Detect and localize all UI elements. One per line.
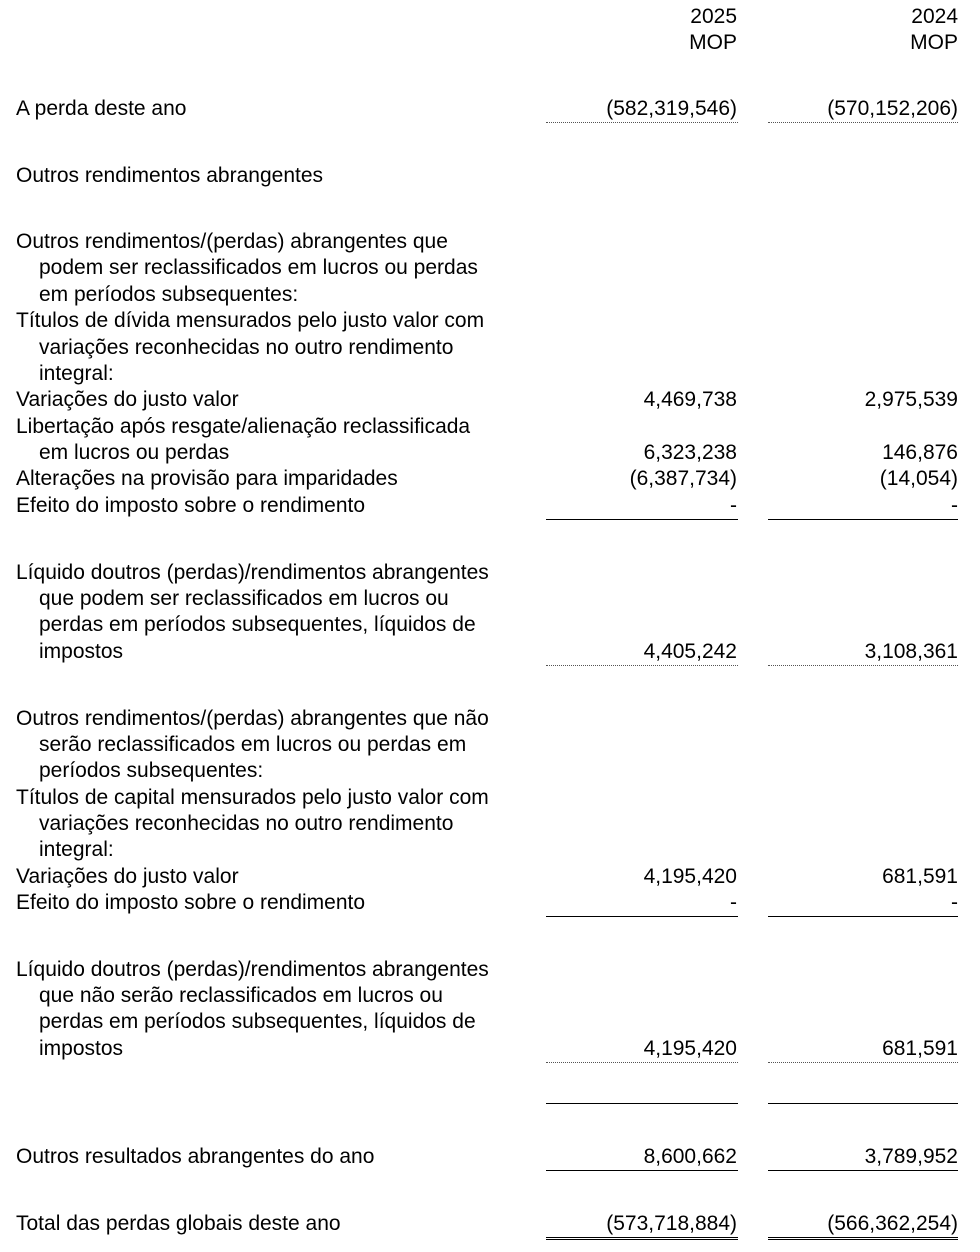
nonrecl-net-2025: 4,195,420 <box>643 1037 737 1060</box>
nonrecl-heading-l2: serão reclassificados em lucros ou perdas em <box>39 733 467 756</box>
recl-heading-l1: Outros rendimentos/(perdas) abrangentes que <box>16 230 448 253</box>
underline <box>768 1062 958 1063</box>
debt-fv-2025: 4,469,738 <box>643 388 737 411</box>
nonrecl-net-l2: que não serão reclassificados em lucros ou <box>39 984 443 1007</box>
debt-tax-2025: - <box>730 494 737 517</box>
underline <box>546 1170 738 1171</box>
double-underline <box>768 1237 958 1240</box>
debt-release-2024: 146,876 <box>882 441 958 464</box>
underline <box>768 665 958 666</box>
col-2024-unit: MOP <box>910 31 958 54</box>
separator-line <box>768 1103 958 1104</box>
oci-total-label: Outros resultados abrangentes do ano <box>16 1145 375 1168</box>
equity-tax-label: Efeito do imposto sobre o rendimento <box>16 891 366 914</box>
double-underline <box>546 1237 738 1240</box>
debt-heading-l1: Títulos de dívida mensurados pelo justo valor com <box>16 309 485 332</box>
debt-heading-l2: variações reconhecidas no outro rendimento <box>39 336 454 359</box>
debt-release-l1: Libertação após resgate/alienação reclassificada <box>16 415 471 438</box>
underline <box>768 1170 958 1171</box>
equity-heading-l1: Títulos de capital mensurados pelo justo valor com <box>16 786 489 809</box>
nonrecl-net-l4: impostos <box>39 1037 124 1060</box>
total-2025: (573,718,884) <box>606 1212 737 1235</box>
debt-impair-label: Alterações na provisão para imparidades <box>16 467 398 490</box>
recl-net-l1: Líquido doutros (perdas)/rendimentos abrangentes <box>16 561 489 584</box>
recl-net-l3: perdas em períodos subsequentes, líquidos de <box>39 613 476 636</box>
recl-net-2024: 3,108,361 <box>864 640 958 663</box>
recl-net-l4: impostos <box>39 640 124 663</box>
equity-heading-l2: variações reconhecidas no outro rendimento <box>39 812 454 835</box>
loss-label: A perda deste ano <box>16 97 187 120</box>
oci-total-2025: 8,600,662 <box>643 1145 737 1168</box>
debt-tax-2024: - <box>951 494 958 517</box>
nonrecl-heading-l1: Outros rendimentos/(perdas) abrangentes que não <box>16 707 489 730</box>
recl-net-2025: 4,405,242 <box>643 640 737 663</box>
nonrecl-heading-l3: períodos subsequentes: <box>39 759 264 782</box>
oci-heading: Outros rendimentos abrangentes <box>16 164 324 187</box>
recl-heading-l3: em períodos subsequentes: <box>39 283 299 306</box>
debt-tax-label: Efeito do imposto sobre o rendimento <box>16 494 366 517</box>
equity-fv-2024: 681,591 <box>882 865 958 888</box>
total-label: Total das perdas globais deste ano <box>16 1212 341 1235</box>
oci-total-2024: 3,789,952 <box>864 1145 958 1168</box>
total-2024: (566,362,254) <box>827 1212 958 1235</box>
loss-2025: (582,319,546) <box>606 97 737 120</box>
nonrecl-net-l3: perdas em períodos subsequentes, líquidos de <box>39 1010 476 1033</box>
underline <box>546 122 738 123</box>
debt-fv-2024: 2,975,539 <box>864 388 958 411</box>
debt-impair-2024: (14,054) <box>879 467 958 490</box>
debt-impair-2025: (6,387,734) <box>629 467 737 490</box>
debt-release-2025: 6,323,238 <box>643 441 737 464</box>
equity-fv-label: Variações do justo valor <box>16 865 239 888</box>
equity-fv-2025: 4,195,420 <box>643 865 737 888</box>
col-2025-year: 2025 <box>690 5 737 28</box>
underline <box>546 519 738 520</box>
debt-heading-l3: integral: <box>39 362 114 385</box>
col-2025-unit: MOP <box>689 31 737 54</box>
debt-fv-label: Variações do justo valor <box>16 388 239 411</box>
debt-release-l2: em lucros ou perdas <box>39 441 230 464</box>
separator-line <box>546 1103 738 1104</box>
underline <box>546 916 738 917</box>
recl-net-l2: que podem ser reclassificados em lucros ou <box>39 587 449 610</box>
underline <box>768 122 958 123</box>
underline <box>546 665 738 666</box>
equity-heading-l3: integral: <box>39 838 114 861</box>
equity-tax-2025: - <box>730 891 737 914</box>
nonrecl-net-2024: 681,591 <box>882 1037 958 1060</box>
underline <box>768 519 958 520</box>
equity-tax-2024: - <box>951 891 958 914</box>
underline <box>546 1062 738 1063</box>
recl-heading-l2: podem ser reclassificados em lucros ou perdas <box>39 256 478 279</box>
nonrecl-net-l1: Líquido doutros (perdas)/rendimentos abrangentes <box>16 958 489 981</box>
underline <box>768 916 958 917</box>
col-2024-year: 2024 <box>911 5 958 28</box>
loss-2024: (570,152,206) <box>827 97 958 120</box>
